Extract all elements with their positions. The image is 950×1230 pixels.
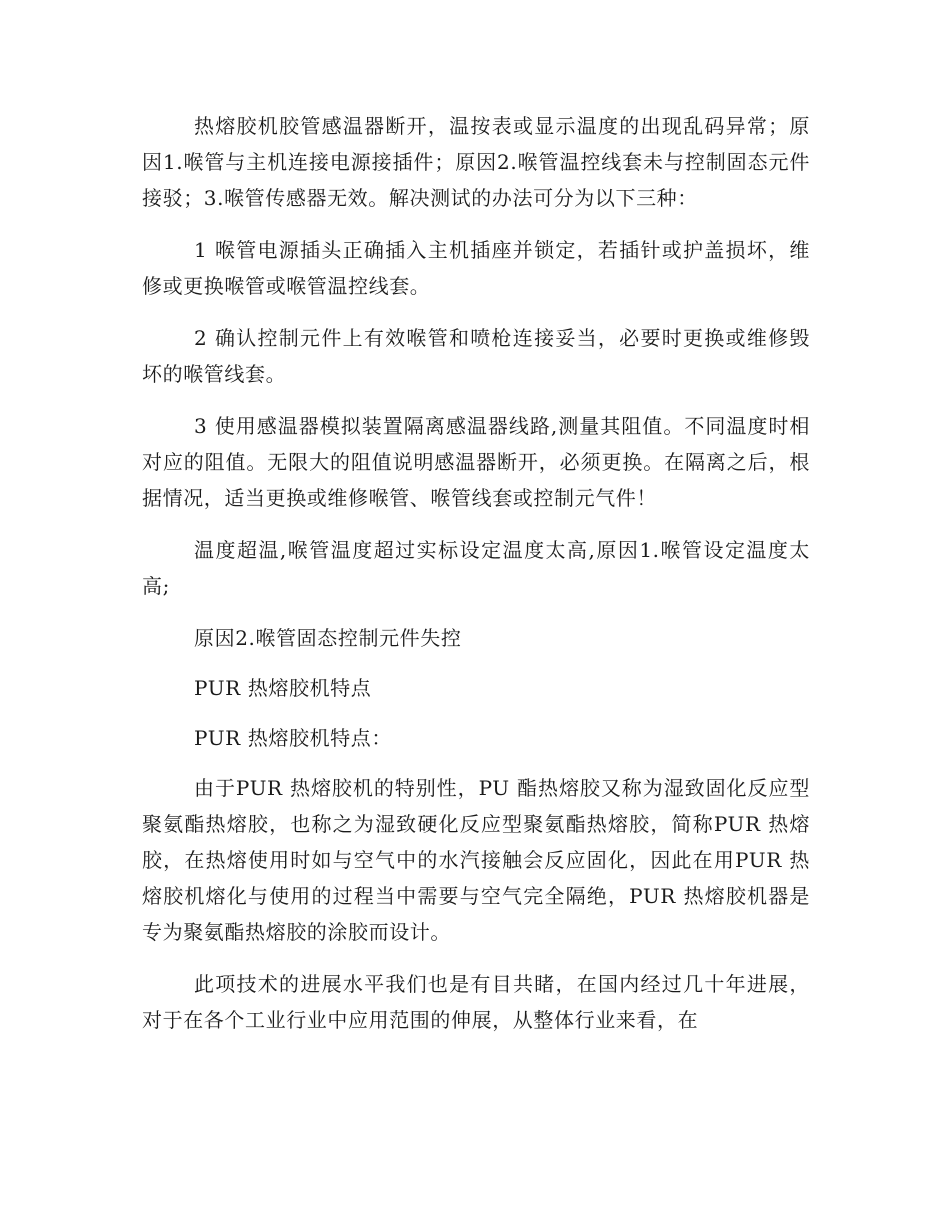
paragraph-pur-description: 由于PUR 热熔胶机的特别性，PU 酯热熔胶又称为湿致固化反应型聚氨酯热熔胶，也称之为湿致硬化反应型聚氨酯热熔胶，简称PUR 热熔胶，在热熔使用时如与空气中的水汽接触会反应固化，因此在用PUR 热熔胶机熔化与使用的过程当中需要与空气完全隔绝，PUR 热熔胶机器是专为聚氨酯热熔胶的涂胶而设计。 (142, 776, 810, 944)
paragraph-heading-features: PUR 热熔胶机特点 (194, 676, 372, 700)
paragraph-sensor-fault: 热熔胶机胶管感温器断开，温按表或显示温度的出现乱码异常；原因1.喉管与主机连接电源接插件；原因2.喉管温控线套未与控制固态元件接驳；3.喉管传感器无效。解决测试的办法可分为以下三种： (142, 114, 810, 210)
document-body (142, 108, 810, 1054)
paragraph-heading-features-colon: PUR 热熔胶机特点： (194, 726, 392, 750)
paragraph-overheat-cause-2: 原因2.喉管固态控制元件失控 (194, 626, 462, 650)
paragraph-solution-3: 3 使用感温器模拟装置隔离感温器线路,测量其阻值。不同温度时相对应的阻值。无限大的阻值说明感温器断开，必须更换。在隔离之后，根据情况，适当更换或维修喉管、喉管线套或控制元气件！ (142, 414, 810, 510)
paragraph-solution-1: 1 喉管电源插头正确插入主机插座并锁定，若插针或护盖损坏，维修或更换喉管或喉管温控线套。 (142, 238, 810, 298)
paragraph-overheat: 温度超温,喉管温度超过实标设定温度太高,原因1.喉管设定温度太高; (142, 538, 810, 598)
paragraph-technology-progress: 此项技术的进展水平我们也是有目共睹，在国内经过几十年进展，对于在各个工业行业中应用范围的伸展，从整体行业来看，在 (142, 972, 810, 1032)
paragraph-solution-2: 2 确认控制元件上有效喉管和喷枪连接妥当，必要时更换或维修毁坏的喉管线套。 (142, 326, 810, 386)
